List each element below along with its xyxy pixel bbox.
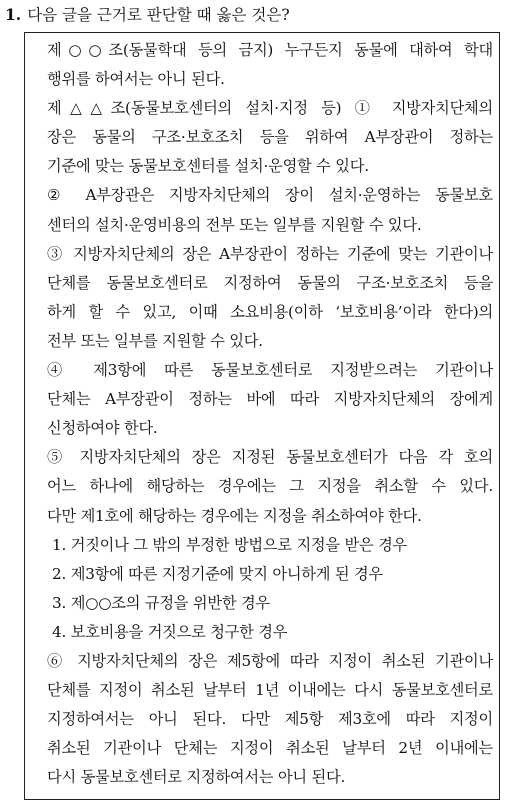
passage-line: 행위를 하여서는 아니 된다. xyxy=(47,70,225,89)
question-header xyxy=(5,4,290,26)
passage-line: 하게 할 수 있고, 이때 소요비용(이하 ‘보호비용’이라 한다)의 xyxy=(47,302,493,321)
passage-list-item: 1. 거짓이나 그 밖의 부정한 방법으로 지정을 받은 경우 xyxy=(52,535,408,554)
passage-text xyxy=(47,36,493,792)
passage-line: 기준에 맞는 동물보호센터를 설치·운영할 수 있다. xyxy=(47,157,369,176)
passage-list-item: 4. 보호비용을 거짓으로 청구한 경우 xyxy=(52,622,288,641)
passage-line: ③ 지방자치단체의 장은 A부장관이 정하는 기준에 맞는 기관이나 xyxy=(47,244,493,263)
passage-list-item: 2. 제3항에 따른 지정기준에 맞지 아니하게 된 경우 xyxy=(52,564,383,583)
passage-line: ⑥ 지방자치단체의 장은 제5항에 따라 지정이 취소된 기관이나 xyxy=(47,651,493,670)
passage-line: 전부 또는 일부를 지원할 수 있다. xyxy=(47,331,263,350)
passage-line: 다시 동물보호센터로 지정하여서는 아니 된다. xyxy=(47,768,346,787)
passage-line: 단체를 동물보호센터로 지정하여 동물의 구조·보호조치 등을 xyxy=(47,273,493,292)
passage-line: 단체를 지정이 취소된 날부터 1년 이내에는 다시 동물보호센터로 xyxy=(47,681,493,700)
passage-line: 어느 하나에 해당하는 경우에는 그 지정을 취소할 수 있다. xyxy=(47,477,493,496)
passage-line: 지정하여서는 아니 된다. 다만 제5항 제3호에 따라 지정이 xyxy=(47,710,493,729)
question-number: 1. xyxy=(5,5,22,24)
passage-line: 센터의 설치·운영비용의 전부 또는 일부를 지원할 수 있다. xyxy=(47,215,422,234)
passage-line: ④ 제3항에 따른 동물보호센터로 지정받으려는 기관이나 xyxy=(47,361,493,380)
question-text: 다음 글을 근거로 판단할 때 옳은 것은? xyxy=(27,6,290,24)
passage-line: 제○○조(동물학대 등의 금지) 누구든지 동물에 대하여 학대 xyxy=(47,41,493,59)
passage-box xyxy=(24,32,500,800)
passage-line: 장은 동물의 구조·보호조치 등을 위하여 A부장관이 정하는 xyxy=(47,128,493,147)
passage-line: 단체는 A부장관이 정하는 바에 따라 지방자치단체의 장에게 xyxy=(47,390,493,409)
passage-line: 제△△조(동물보호센터의 설치·지정 등) ① 지방자치단체의 xyxy=(47,99,493,118)
passage-list-item: 3. 제○○조의 규정을 위반한 경우 xyxy=(52,593,270,612)
passage-line: 신청하여야 한다. xyxy=(47,419,158,438)
passage-line: ⑤ 지방자치단체의 장은 지정된 동물보호센터가 다음 각 호의 xyxy=(47,448,493,467)
passage-line: ② A부장관은 지방자치단체의 장이 설치·운영하는 동물보호 xyxy=(47,186,493,205)
passage-line: 다만 제1호에 해당하는 경우에는 지정을 취소하여야 한다. xyxy=(47,506,422,525)
passage-line: 취소된 기관이나 단체는 지정이 취소된 날부터 2년 이내에는 xyxy=(47,739,493,758)
